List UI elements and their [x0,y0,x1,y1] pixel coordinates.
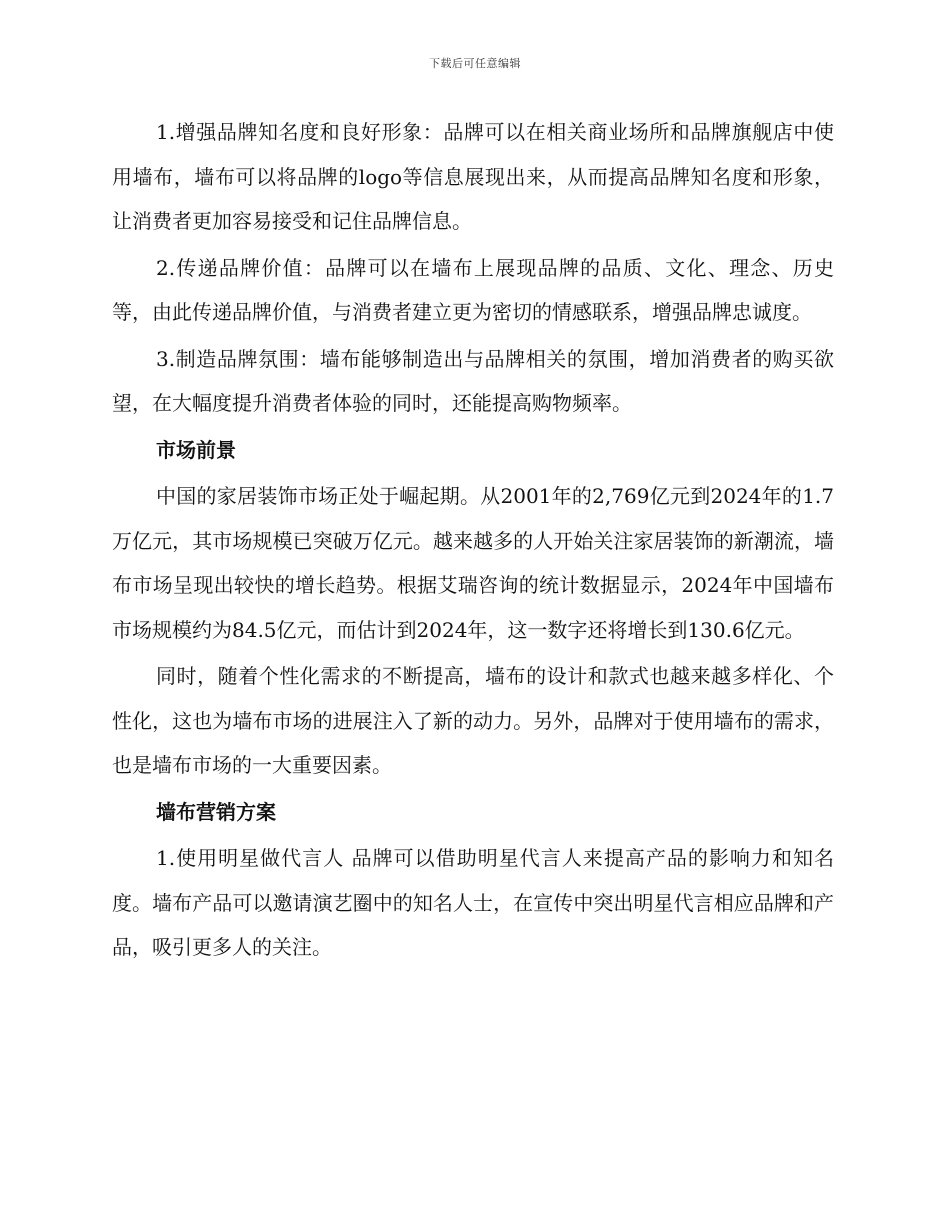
paragraph-celebrity-endorsement: 1.使用明星做代言人 品牌可以借助明星代言人来提高产品的影响力和知名度。墙布产品可以邀请演艺圈中的知名人士，在宣传中突出明星代言相应品牌和产品，吸引更多人的关注。 [112,846,834,959]
paragraph-market-size: 中国的家居装饰市场正处于崛起期。从2001年的2,769亿元到2024年的1.7万亿元，其市场规模已突破万亿元。越来越多的人开始关注家居装饰的新潮流，墙布市场呈现出较快的增长趋势。根据艾瑞咨询的统计数据显示，2024年中国墙布市场规模约为84.5亿元，而估计到2024年，这一数字还将增长到130.6亿元。 [112,484,834,642]
section-heading-market-outlook: 市场前景 [156,437,236,462]
section-heading-marketing-plan: 墙布营销方案 [156,799,276,824]
page-header-note: 下载后可任意编辑 [429,57,521,70]
paragraph-brand-awareness: 1.增强品牌知名度和良好形象：品牌可以在相关商业场所和品牌旗舰店中使用墙布，墙布可以将品牌的logo等信息展现出来，从而提高品牌知名度和形象，让消费者更加容易接受和记住品牌信息。 [112,120,834,233]
paragraph-brand-value: 2.传递品牌价值：品牌可以在墙布上展现品牌的品质、文化、理念、历史等，由此传递品牌价值，与消费者建立更为密切的情感联系，增强品牌忠诚度。 [112,255,834,324]
paragraph-personalization: 同时，随着个性化需求的不断提高，墙布的设计和款式也越来越多样化、个性化，这也为墙布市场的进展注入了新的动力。另外，品牌对于使用墙布的需求，也是墙布市场的一大重要因素。 [112,664,834,777]
paragraph-brand-atmosphere: 3.制造品牌氛围：墙布能够制造出与品牌相关的氛围，增加消费者的购买欲望，在大幅度提升消费者体验的同时，还能提高购物频率。 [112,346,834,415]
document-body [112,110,834,972]
